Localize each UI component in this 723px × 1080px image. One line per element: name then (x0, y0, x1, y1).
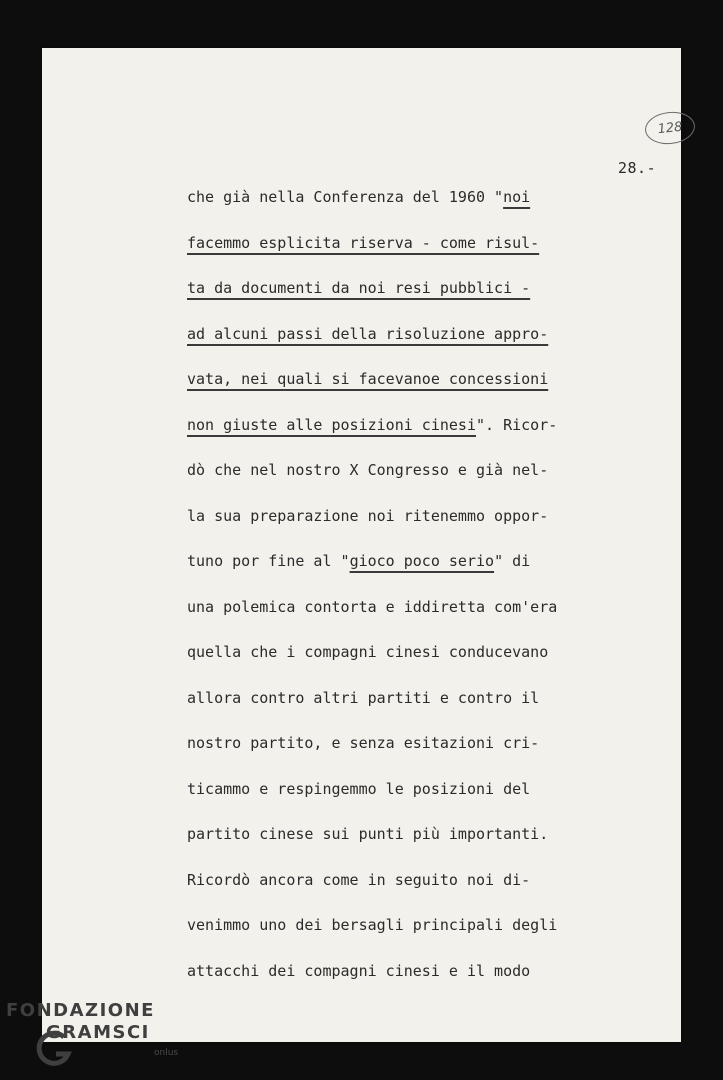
text-line (187, 366, 681, 412)
text-segment: venimmo uno dei bersagli principali degli (187, 916, 558, 934)
text-line (187, 730, 681, 776)
text-segment: Ricordò ancora come in seguito noi di- (187, 870, 531, 889)
text-segment: la sua preparazione noi ritenemmo oppor- (187, 506, 549, 525)
text-line (187, 503, 681, 549)
text-segment: quella che i compagni cinesi conducevano (187, 643, 549, 661)
logo-text-fondazione: FONDAZIONE (6, 1000, 155, 1021)
text-segment: tuno por fine al " (187, 552, 350, 570)
document-text (187, 184, 681, 1003)
underlined-text: gioco poco serio (349, 552, 495, 570)
text-line (187, 321, 681, 367)
text-line (187, 184, 681, 230)
text-segment: una polemica contorta e iddiretta com'era (187, 597, 558, 616)
logo-text-gramsci: GRAMSCI (46, 1022, 150, 1043)
text-line (187, 958, 681, 1004)
text-segment: che già nella Conferenza del 1960 " (187, 188, 504, 206)
underlined-text: noi (503, 188, 531, 206)
text-line (187, 776, 681, 822)
underlined-text: ta da documenti da noi resi pubblici - (187, 279, 531, 297)
text-segment: allora contro altri partiti e contro il (187, 688, 540, 707)
text-line (187, 867, 681, 913)
underlined-text: vata, nei quali si facevanoe concessioni (187, 370, 549, 388)
text-line (187, 412, 681, 458)
underlined-text: non giuste alle posizioni cinesi (187, 415, 476, 434)
text-line (187, 275, 681, 321)
underlined-text: facemmo esplicita riserva - come risul- (187, 233, 540, 252)
text-segment: dò che nel nostro X Congresso e già nel- (187, 461, 549, 479)
text-line (187, 457, 681, 503)
text-line (187, 594, 681, 640)
text-line (187, 821, 681, 867)
text-line (187, 639, 681, 685)
text-line (187, 912, 681, 958)
text-segment: ". Ricor- (475, 415, 558, 434)
underlined-text: ad alcuni passi della risoluzione appro- (187, 324, 549, 343)
page-number: 28.- (618, 159, 657, 177)
fondazione-gramsci-logo (6, 1000, 181, 1076)
archive-number-stamp: 128 (643, 109, 696, 146)
text-line (187, 230, 681, 276)
text-line (187, 685, 681, 731)
text-line (187, 548, 681, 594)
text-segment: partito cinese sui punti più importanti. (187, 825, 549, 843)
text-segment: " di (494, 552, 531, 570)
text-segment: nostro partito, e senza esitazioni cri- (187, 734, 540, 752)
text-segment: ticammo e respingemmo le posizioni del (187, 779, 531, 798)
logo-text-onlus: onlus (154, 1048, 179, 1058)
text-segment: attacchi dei compagni cinesi e il modo (187, 961, 531, 980)
